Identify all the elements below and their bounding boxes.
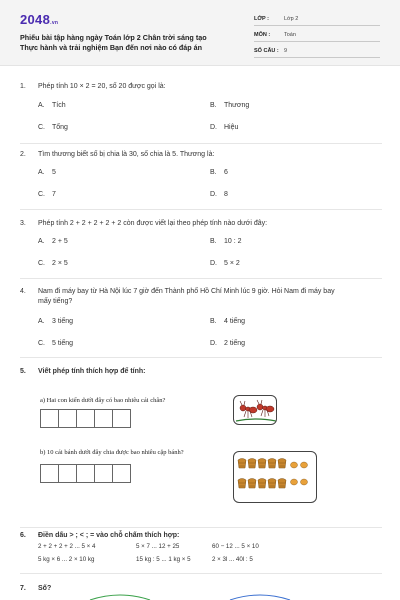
answer-box[interactable] xyxy=(58,464,77,483)
ant-icon xyxy=(234,396,277,425)
cake-icon xyxy=(234,452,317,503)
question-6-text: Điền dấu > ; < ; = vào chỗ chấm thích hợp: xyxy=(38,532,180,539)
option-b[interactable]: B. 4 tiếng xyxy=(210,318,246,325)
subquestion-b: b) 10 cái bánh dưới đây chia được bao nhiêu cặp bánh? xyxy=(40,449,184,456)
divider xyxy=(20,573,382,574)
subquestion-a: a) Hai con kiến dưới đây có bao nhiêu cái chân? xyxy=(40,397,166,404)
comparison-item[interactable]: 5 kg × 6 ... 2 × 10 kg xyxy=(38,556,95,563)
worksheet-title-line1: Phiếu bài tập hàng ngày Toán lớp 2 Chân trời sáng tạo xyxy=(20,33,207,42)
option-b[interactable]: B. 10 : 2 xyxy=(210,238,242,245)
answer-box[interactable] xyxy=(40,409,59,428)
answer-box[interactable] xyxy=(40,464,59,483)
question-1-text: Phép tính 10 × 2 = 20, số 20 được gọi là: xyxy=(38,83,166,90)
comparison-item[interactable]: 60 − 12 ... 5 × 10 xyxy=(212,543,259,550)
option-c[interactable]: C. 7 xyxy=(38,191,56,198)
option-b[interactable]: B. Thương xyxy=(210,102,250,109)
comparison-item[interactable]: 2 + 2 + 2 + 2 ... 5 × 4 xyxy=(38,543,96,550)
question-7-text: Số? xyxy=(38,585,52,592)
worksheet-header xyxy=(0,0,400,66)
site-logo[interactable]: 2048.vn xyxy=(20,12,59,27)
option-d[interactable]: D. 8 xyxy=(210,191,228,198)
answer-box[interactable] xyxy=(76,409,95,428)
option-a[interactable]: A. 2 + 5 xyxy=(38,238,68,245)
question-6: 6. Điền dấu > ; < ; = vào chỗ chấm thích hợp: xyxy=(20,531,390,567)
divider xyxy=(20,527,382,528)
answer-boxes-a[interactable] xyxy=(40,409,130,428)
divider xyxy=(20,357,382,358)
answer-boxes-b[interactable] xyxy=(40,464,130,483)
option-d[interactable]: D. 2 tiếng xyxy=(210,340,246,347)
worksheet-title-line2: Thực hành và trải nghiệm Bạn đến nơi nào có đáp án xyxy=(20,43,203,52)
divider xyxy=(20,278,382,279)
question-4: 4. Nam đi máy bay từ Hà Nội lúc 7 giờ đến Thành phố Hồ Chí Minh lúc 9 giờ. Hỏi Nam đi máy bay mấy tiếng? A. 3 tiếng B. 4 tiếng C. 5 tiếng D. 2 tiếng xyxy=(20,287,390,357)
question-4-text-line1: Nam đi máy bay từ Hà Nội lúc 7 giờ đến Thành phố Hồ Chí Minh lúc 9 giờ. Hỏi Nam đi máy bay xyxy=(38,288,335,295)
comparison-item[interactable]: 2 × 3l ... 40l : 5 xyxy=(212,556,253,563)
question-5-text: Viết phép tính thích hợp để tính: xyxy=(38,368,146,375)
option-a[interactable]: A. Tích xyxy=(38,102,66,109)
question-7: 7. Số? xyxy=(20,584,390,600)
answer-box[interactable] xyxy=(94,464,113,483)
comparison-item[interactable]: 5 × 7 ... 12 + 25 xyxy=(136,543,180,550)
answer-box[interactable] xyxy=(58,409,77,428)
question-3-text: Phép tính 2 + 2 + 2 + 2 + 2 còn được viết lại theo phép tính nào dưới đây: xyxy=(38,220,268,227)
answer-box[interactable] xyxy=(76,464,95,483)
meta-subject: MÔN : Toán xyxy=(254,30,380,42)
question-1: 1. Phép tính 10 × 2 = 20, số 20 được gọi là: A. Tích B. Thương C. Tổng D. Hiệu xyxy=(20,82,390,142)
option-c[interactable]: C. Tổng xyxy=(38,124,68,131)
divider xyxy=(20,209,382,210)
cakes-image xyxy=(233,451,317,503)
comparison-item[interactable]: 15 kg : 5 ... 1 kg × 5 xyxy=(136,556,191,563)
option-b[interactable]: B. 6 xyxy=(210,169,228,176)
option-c[interactable]: C. 5 tiếng xyxy=(38,340,74,347)
question-2: 2. Tìm thương biết số bị chia là 30, số chia là 5. Thương là: A. 5 B. 6 C. 7 D. 8 xyxy=(20,150,390,210)
question-4-text-line2: mấy tiếng? xyxy=(38,298,73,305)
option-d[interactable]: D. Hiệu xyxy=(210,124,239,131)
answer-box[interactable] xyxy=(112,464,131,483)
option-d[interactable]: D. 5 × 2 xyxy=(210,260,240,267)
question-7-diagram xyxy=(60,592,360,600)
question-5: 5. Viết phép tính thích hợp để tính: xyxy=(20,367,390,527)
meta-class: LỚP : Lớp 2 xyxy=(254,14,380,26)
meta-question-count: SỐ CÂU : 9 xyxy=(254,46,380,58)
divider xyxy=(20,143,382,144)
answer-box[interactable] xyxy=(112,409,131,428)
question-3: 3. Phép tính 2 + 2 + 2 + 2 + 2 còn được viết lại theo phép tính nào dưới đây: A. 2 + 5 B. 10 : 2 C. 2 × 5 D. 5 × 2 xyxy=(20,219,390,279)
answer-box[interactable] xyxy=(94,409,113,428)
ants-image xyxy=(233,395,277,425)
option-a[interactable]: A. 5 xyxy=(38,169,56,176)
option-a[interactable]: A. 3 tiếng xyxy=(38,318,74,325)
question-2-text: Tìm thương biết số bị chia là 30, số chia là 5. Thương là: xyxy=(38,151,215,158)
option-c[interactable]: C. 2 × 5 xyxy=(38,260,68,267)
